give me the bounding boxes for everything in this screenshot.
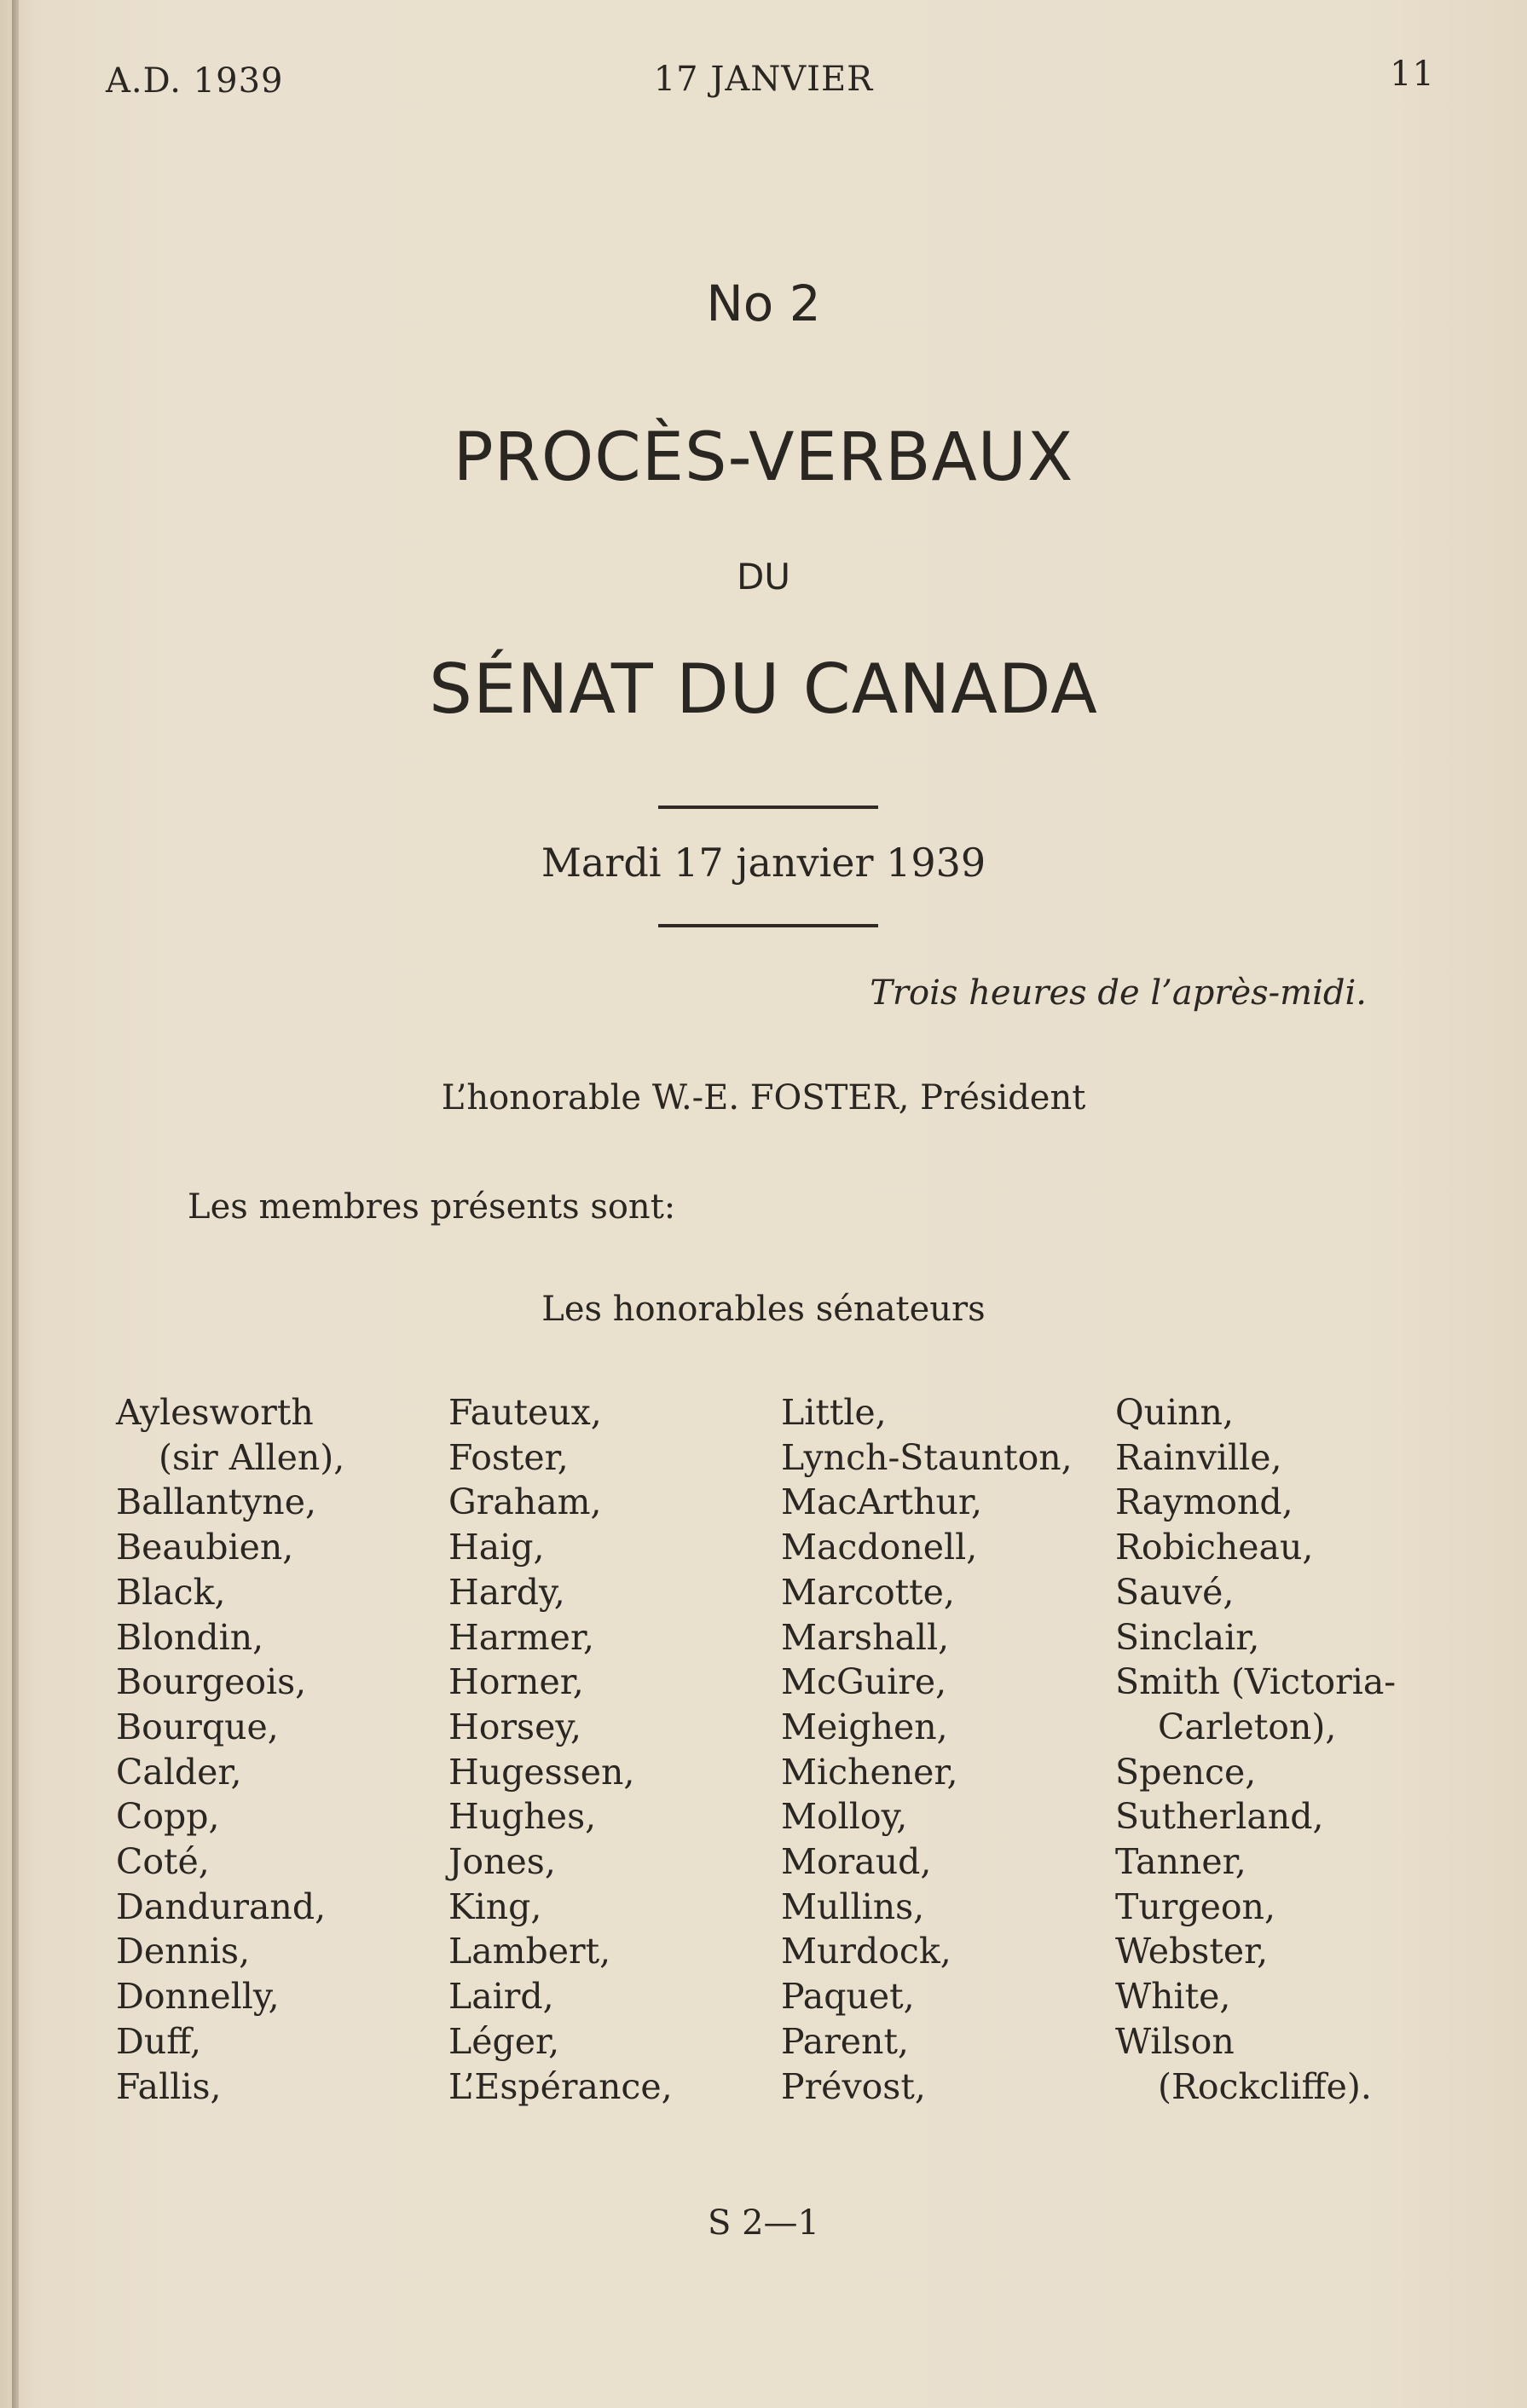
senator-name: Harmer,	[448, 1616, 595, 1658]
senator-name: Tanner,	[1115, 1841, 1246, 1883]
senator-name: Fallis,	[116, 2065, 222, 2107]
senator-column-1	[116, 1390, 344, 2109]
senator-name: Aylesworth	[116, 1392, 314, 1433]
senator-name: Moraud,	[781, 1841, 932, 1883]
senator-name: Hugessen,	[448, 1751, 635, 1793]
senator-name: Mullins,	[781, 1885, 925, 1927]
senator-name: Beaubien,	[116, 1527, 294, 1568]
senator-name: L’Espérance,	[448, 2065, 673, 2107]
senator-name: Marshall,	[781, 1616, 950, 1658]
senator-name: Donnelly,	[116, 1976, 280, 2018]
senator-name: Sutherland,	[1115, 1796, 1324, 1838]
senator-name: MacArthur,	[781, 1481, 983, 1523]
senator-name: Sauvé,	[1115, 1571, 1235, 1613]
senator-name: Raymond,	[1115, 1481, 1293, 1523]
senator-name: Robicheau,	[1115, 1527, 1314, 1568]
senator-name: Turgeon,	[1115, 1885, 1275, 1927]
members-intro: Les membres présents sont:	[188, 1187, 676, 1227]
senator-name: Dandurand,	[116, 1885, 327, 1927]
header-year: A.D. 1939	[106, 61, 284, 101]
senator-name: Graham,	[448, 1481, 602, 1523]
senator-name: Fauteux,	[448, 1392, 602, 1433]
senator-name: Copp,	[116, 1796, 220, 1838]
senator-name: Quinn,	[1115, 1392, 1234, 1433]
session-time: Trois heures de l’après-midi.	[870, 973, 1367, 1013]
senator-name: (sir Allen),	[159, 1436, 345, 1478]
divider-bottom	[658, 924, 878, 927]
senator-name: Hardy,	[448, 1571, 565, 1613]
binding-edge	[12, 0, 19, 2408]
senator-name: Ballantyne,	[116, 1481, 316, 1523]
senator-name: Haig,	[448, 1527, 545, 1568]
senator-name: Laird,	[448, 1976, 554, 2018]
senator-name: Léger,	[448, 2020, 560, 2062]
senator-name: Bourgeois,	[116, 1661, 307, 1703]
senator-name: Smith (Victoria-	[1115, 1661, 1397, 1703]
page-number: 11	[1390, 55, 1435, 94]
senator-name: Foster,	[448, 1436, 569, 1478]
document-title: PROCÈS-VERBAUX	[453, 419, 1074, 496]
senator-name: King,	[448, 1885, 542, 1927]
senator-name: Lambert,	[448, 1931, 611, 1972]
senator-name: Horner,	[448, 1661, 584, 1703]
senator-name: McGuire,	[781, 1661, 947, 1703]
senator-name: Spence,	[1115, 1751, 1257, 1793]
senator-name: Wilson	[1115, 2020, 1235, 2062]
senator-name: Webster,	[1115, 1931, 1269, 1972]
senator-name: Duff,	[116, 2020, 201, 2062]
senator-name: Little,	[781, 1392, 887, 1433]
senator-name: Coté,	[116, 1841, 210, 1883]
senator-name: Sinclair,	[1115, 1616, 1260, 1658]
senator-name: Marcotte,	[781, 1571, 955, 1613]
senator-name: Prévost,	[781, 2065, 926, 2107]
senator-column-4	[1115, 1390, 1396, 2109]
senator-name: Black,	[116, 1571, 226, 1613]
senator-name: Meighen,	[781, 1706, 948, 1747]
senator-name: Lynch-Staunton,	[781, 1436, 1073, 1478]
senator-name: Calder,	[116, 1751, 242, 1793]
title-connector: DU	[736, 556, 791, 598]
presiding-officer: L’honorable W.-E. FOSTER, Président	[441, 1078, 1086, 1117]
senator-name: Macdonell,	[781, 1527, 978, 1568]
senator-column-2	[448, 1390, 673, 2109]
senator-name: Rainville,	[1115, 1436, 1282, 1478]
senator-name: Parent,	[781, 2020, 909, 2062]
signature-mark: S 2—1	[707, 2203, 819, 2243]
senator-name: Michener,	[781, 1751, 958, 1793]
senator-name: Bourque,	[116, 1706, 279, 1747]
senator-name: Dennis,	[116, 1931, 251, 1972]
header-date: 17 JANVIER	[653, 60, 874, 99]
senator-name: Molloy,	[781, 1796, 908, 1838]
senator-column-3	[781, 1390, 1073, 2109]
senator-name: Hughes,	[448, 1796, 597, 1838]
senators-heading: Les honorables sénateurs	[541, 1290, 986, 1329]
issue-number: No 2	[706, 274, 821, 332]
senator-name: Murdock,	[781, 1931, 951, 1972]
senator-name: Jones,	[448, 1841, 556, 1883]
senator-name: White,	[1115, 1976, 1231, 2018]
institution-name: SÉNAT DU CANADA	[429, 650, 1098, 729]
senator-name: Paquet,	[781, 1976, 915, 2018]
senator-name: Blondin,	[116, 1616, 264, 1658]
senator-name: Carleton),	[1158, 1706, 1337, 1747]
senator-name: (Rockcliffe).	[1158, 2065, 1372, 2107]
senator-name: Horsey,	[448, 1706, 582, 1747]
divider-top	[658, 806, 878, 809]
session-date: Mardi 17 janvier 1939	[541, 840, 986, 886]
